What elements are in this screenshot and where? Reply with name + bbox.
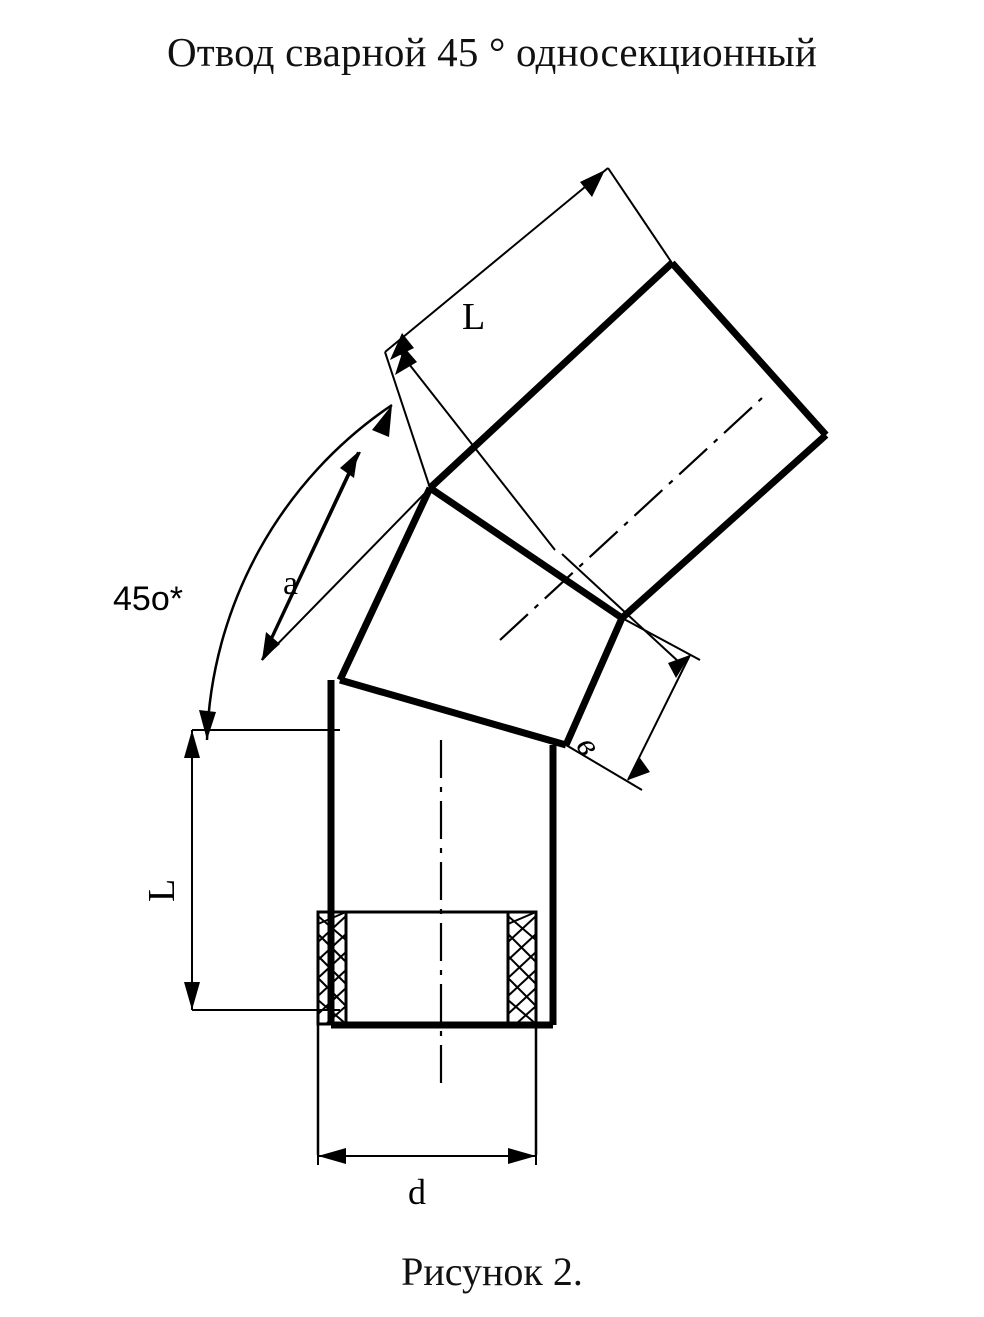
label-arc-dimension: a	[283, 565, 299, 602]
label-length-upper: L	[462, 296, 486, 338]
dimension-L-upper	[385, 168, 680, 663]
centre-line-tick	[740, 338, 770, 370]
label-length-lower: L	[141, 878, 183, 902]
figure-caption: Рисунок 2.	[401, 1249, 583, 1294]
label-angle: 45о*	[113, 580, 183, 618]
dimension-d	[318, 1080, 536, 1165]
elbow-figure	[0, 80, 984, 1240]
wall-hatching-right	[508, 912, 536, 1024]
dimension-a	[262, 452, 430, 660]
elbow-svg	[0, 80, 984, 1240]
upper-pipe-outline	[430, 263, 826, 618]
label-diameter: d	[408, 1172, 426, 1212]
dimension-L-upper-arrowheads	[390, 170, 605, 375]
lower-pipe-open-end	[318, 1025, 536, 1155]
page-title: Отвод сварной 45 ° односекционный	[166, 29, 818, 75]
label-thickness: в	[568, 730, 608, 763]
